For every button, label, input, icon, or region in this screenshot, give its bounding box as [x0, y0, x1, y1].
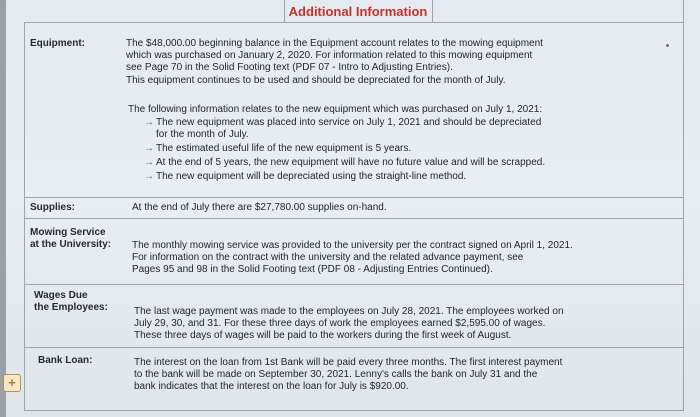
- stray-dot-icon: [666, 44, 669, 47]
- supplies-text: At the end of July there are $27,780.00 supplies on-hand.: [132, 202, 387, 213]
- table-left-border: [24, 22, 25, 410]
- equipment-bullet-2: The estimated useful life of the new equipment is 5 years.: [156, 143, 412, 154]
- equipment-label: Equipment:: [30, 38, 85, 49]
- document-page: [6, 0, 700, 417]
- row-divider: [24, 197, 684, 198]
- wages-label-line1: Wages Due: [34, 290, 88, 301]
- arrow-right-icon: →: [144, 171, 154, 182]
- bank-line-2: to the bank will be made on September 30, 2021. Lenny's calls the bank on July 31 and the: [134, 369, 538, 380]
- wages-line-3: These three days of wages will be paid to the workers during the first week of August.: [134, 330, 512, 341]
- bank-line-3: bank indicates that the interest on the loan for July is $920.00.: [134, 381, 409, 392]
- row-divider: [24, 218, 684, 219]
- arrow-right-icon: →: [144, 117, 154, 128]
- wages-label-line2: the Employees:: [34, 302, 108, 313]
- row-divider: [24, 347, 684, 348]
- mowing-label-line2: at the University:: [30, 239, 112, 250]
- row-divider: [24, 284, 684, 285]
- equipment-bullet-1-cont: for the month of July.: [156, 129, 249, 140]
- equipment-bullet-3: At the end of 5 years, the new equipment will have no future value and will be scrapped.: [156, 157, 546, 168]
- mowing-line-2: For information on the contract with the university and the related advance payment, see: [132, 252, 524, 263]
- arrow-right-icon: →: [144, 143, 154, 154]
- mowing-line-3: Pages 95 and 98 in the Solid Footing text (PDF 08 - Adjusting Entries Continued).: [132, 264, 493, 275]
- wages-line-1: The last wage payment was made to the employees on July 28, 2021. The employees worked on: [134, 306, 564, 317]
- plus-icon[interactable]: +: [3, 374, 21, 392]
- mowing-label-line1: Mowing Service: [30, 227, 106, 238]
- table-top-border: [24, 22, 684, 23]
- supplies-label: Supplies:: [30, 202, 76, 213]
- equipment-para1-line2: which was purchased on January 2, 2020. For information related to this mowing equipment: [126, 50, 533, 61]
- equipment-bullet-1: The new equipment was placed into service on July 1, 2021 and should be depreciated: [156, 117, 542, 128]
- title-cell-right: [432, 0, 433, 22]
- equipment-para1-line3: see Page 70 in the Solid Footing text (PDF 07 - Intro to Adjusting Entries).: [126, 62, 453, 73]
- equipment-bullet-4: The new equipment will be depreciated using the straight-line method.: [156, 171, 467, 182]
- equipment-para2-intro: The following information relates to the new equipment which was purchased on July 1, 2021:: [128, 104, 543, 115]
- table-bottom-border: [24, 410, 684, 411]
- arrow-right-icon: →: [144, 157, 154, 168]
- mowing-line-1: The monthly mowing service was provided to the university per the contract signed on April 1, 2021.: [132, 240, 573, 251]
- wages-line-2: July 29, 30, and 31. For these three days of work the employees earned $2,595.00 of wages.: [134, 318, 546, 329]
- page-title: Additional Information: [288, 4, 428, 19]
- bank-loan-label: Bank Loan:: [38, 355, 93, 366]
- equipment-para1-line1: The $48,000.00 beginning balance in the Equipment account relates to the mowing equipment: [126, 38, 543, 49]
- bank-line-1: The interest on the loan from 1st Bank will be paid every three months. The first interest payment: [134, 357, 563, 368]
- equipment-para1-line4: This equipment continues to be used and should be depreciated for the month of July.: [126, 75, 506, 86]
- table-right-border: [683, 0, 684, 410]
